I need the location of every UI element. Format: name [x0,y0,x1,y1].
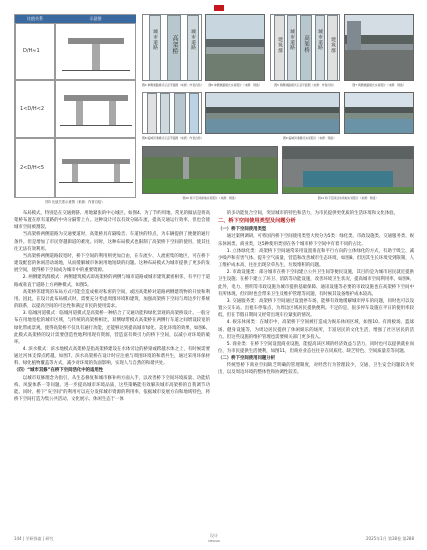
fig3-row-1-diagram [55,23,136,80]
fig4-caption: 图4 单侧道路模式示意平面图（来源：作者自绘） [142,83,204,87]
right-subheading: （一）桥下空间使用类型 [218,227,267,233]
fig6-photo [205,14,265,81]
fig8-band-1 [147,93,157,134]
left-para: 4. 滨水模式：滨水地模式高架桥是指高架桥建设在水体旁边的桥梁或跨越水体之上，有时候需要通过河体支撑点跨越，如图7。滨水高架桥在设计时应注重与周围环境的和谐共生，通过采用环保材料、绿化植物覆盖等方式，减少对环境的负面影响，实现人与自然的和谐共处。 [14,346,210,367]
fig8-band-3 [174,93,186,134]
left-section-heading: （四）“城市双修”在桥下空间活化中的适用性 [14,368,104,374]
right-para: 2. 市政设施类：部分城市在桥下空间建立公共卫生间等便民设施，其目的是为城市居民就近提供卫生设施；在桥下建立了环卫、消防等功能设施，改善环境卫生状况，提高城市空间利用率，如图9。此外，电力、照明等市政设施为城市提供基础保障、通讯设施等必要的市政设施也在高架桥下空间中有所体现。但同时也会带来卫生及维护管理等问题，有时候其设备维护成本较高。 [218,270,414,297]
figure-4 [142,14,202,81]
right-para: 传统型桥下商业空间缺乏明确的管理制度，对经营行为管理较少，交通、卫生安全问题较为突出，以及周边环境的整体性和协调性较差。 [218,363,414,376]
fig10-grass [143,179,277,193]
fig3-row-3-condition: 2<D/H<5 [20,165,45,171]
right-para: 的多功能复合空间，突显城市的特色和活力，为市民提供更优质的生活环境和文化体验。 [226,211,399,216]
left-para: 当高架桥两侧道路较宽时，桥下空间的利用则更加自由，在车流少、人流密集的地区，可在桥下建设配套的休闲活动场地，从而缓解城市休闲用地短缺的问题。这种布局模式为城市提供了更多的发展空间，使得桥下空间成为城市中的重要资源。 [14,253,210,274]
footer-right: 2025年1月 第38卷 第288 [366,536,414,541]
fig6-caption: 图6 单侧道路模式实景照片（来源：网络） [208,83,262,87]
fig3-row-2-condition: 1<D/H<2 [20,106,45,112]
fig9-photo-2 [344,92,414,134]
right-para: 4. 娱乐休闲类：在城市中，高架桥下空间被打造成为娱乐休闲区域，如图10。有滑板场、篮球场、健身设施等，为周边居民提供了休闲娱乐的场所，丰富居民的文化生活，增强了社区居民的活力。但这些设施的维护管理也需要相关部门更多投入。 [218,320,414,340]
right-para: 3. 交通服务类：高架桥下空间通过设置停车场，能够有效地缓解城市停车的问题，同时也可以设置公交车站、出租车停靠点，为周边区域居民提供便利。不足的是，很多停车设施在平日的使用率较低，但在节假日期间又经常出现车位紧张的情况。 [218,298,414,319]
fig3-pier [114,164,120,182]
page-header [14,4,414,14]
fig9-water [206,119,339,133]
fig6-ground [206,54,264,80]
fig5-label-5: 建筑群 [330,37,335,53]
fig9-water-2 [345,119,413,133]
fig8-band-4 [189,93,199,134]
left-para: 2. 两侧建筑群模式：两侧建筑模式即高架桥的两侧与城市道路或城市建筑紧密相邻，有平行于道路或垂直于道路上方两种模式，如图5。 [14,275,210,288]
fig5-caption: 图5 两侧道路模式示意平面图（来源：作者自绘） [274,83,336,87]
right-para: 1. 立体绿化类：高架桥下空间通常采用设置垂直和平行方向的立体绿化的方式，有助于吸尘、减少噪声和有害气体、提升空气质量，营造和改善城市生态环境，如图8、但因其生长环境受到限制，人工维护成本高，往往出现杂草丛生，垃圾堆积的问题。 [218,248,414,269]
fig9-viaduct [206,107,340,113]
figure-8 [142,92,202,134]
fig3-ground [60,125,132,126]
fig3-pier [109,101,116,125]
fig11-photo [282,146,414,194]
fig11-ground [283,187,413,193]
fig9-photo [205,92,340,134]
fig11-caption: 图11 桥下空间活动场地实景照片（来源：网络） [317,196,379,200]
left-para: 3. 临城河道模式：临城河道模式是高架桥一种结合了交通功能和绿化景观的高架桥设计。一般分布在用地宽松的城市区域，与传统的高架桥相比，双侧绿带模式高架桥在两侧行车道之间增设较宽的绿化带或景观，使得高架桥不仅具有通行功能，还能够达到提高城市绿化、美化环境的效果，如图6。此模式高架桥的设计需要创造性地利用现有资源，营造富有吸引力的桥下空间，以减小对环境的破坏。 [14,311,210,345]
left-para: 以城市双修理念为指引，从生态修复和城市修补两方面入手，以改善桥下空间环境质量、功能结构、风貌体系一等问题。进一步提高城市环境品质，这些策略能有效解决城市高架桥的自我调节功能。同时，桥下“灰空间”的利用可以充分发挥城市资源的利用率，依据城市发展方向和地域特色，将桥下空间打造为集公共活动、文化展示、休闲生态于一体 [14,375,210,403]
figure-3 [14,14,136,198]
fig3-row-2-diagram [55,80,136,138]
fig4-label-3: 城市道路 [190,29,195,51]
fig9-viaduct-2 [345,107,414,113]
right-h1: 二、桥下空间使用类型及问题分析 [218,218,296,225]
fig3-deck [64,95,128,101]
fig8-band-2 [160,93,170,134]
fig3-header-left: 比值关系 [15,15,55,23]
fig3-header-right: 示意图 [55,15,136,23]
fig3-row-3-diagram [55,138,136,198]
fig3-row-1-condition: D/H≈1 [23,48,40,54]
left-para: 当高架桥两侧道路为交通要道时，高架桥具有隔噪音、车道快的特点，为车辆提供了便捷的通行条件。但是增加了市民穿越街道的难度。同时，这种布局模式也限制了高架桥下空间的使用，使其往往无法有效利用。 [14,232,210,252]
fig7-caption: 图7 两侧道路模式实景照片（来源：网络） [352,83,406,87]
fig10-photo [142,146,278,194]
fig3-ground [62,70,130,71]
fig4-label-2: 高架桥 [171,35,178,55]
right-column [218,210,414,528]
fig6-viaduct [206,39,265,47]
header-color-mark [214,5,224,11]
fig11-underside [283,147,413,159]
right-para: 5. 商业类：在桥下空间设置商业设施，能提高该区域的经济效益与活力，同时也可以提供就业岗位，为市民提供生活便利，如图11，但商业业态往往存在同质化、缺乏特色、空间质量差等问题。 [218,341,414,354]
left-column [14,210,210,528]
fig3-caption: 图3 比值关系示意图（来源：作者自绘） [45,200,105,204]
fig3-pier [92,44,100,70]
footer-center [194,534,234,543]
fig7-photo [344,14,414,81]
fig4-label-1: 城市道路 [152,29,157,51]
fig10-underside [143,147,277,157]
right-subheading: （二）桥下空间使用问题分析 [218,356,276,362]
fig7-road [345,50,413,80]
fig5-label-3: 高架桥 [303,35,309,53]
page-footer [14,534,414,546]
fig8-caption: 图8 临城河道模式示意平面图（来源：作者自绘） [142,136,204,140]
fig5-label-2: 城市道路 [289,29,294,51]
fig3-ground [59,182,133,183]
fig10-caption: 图10 桥下空间绿地实景照片（来源：网络） [182,196,238,200]
fig3-pier [72,164,78,182]
footer-left: 144 | 学研探索 | 研究 [14,536,54,541]
fig5-label-4: 城市道路 [317,29,322,51]
footer-center-bottom: DESIGN [208,538,220,543]
fig9-caption: 图9 临城河道模式实景照片（来源：网络） [282,136,336,140]
figure-5 [270,14,340,81]
fig3-pier [76,101,83,125]
left-para: 高架桥邻建筑的布局方式可能会造成相对私密的空间，或因高架桥对道路两侧建筑物的开放和利用。因此，在设计此布局模式时，需要充分考虑周围环境和建筑，加强高架桥下空间与周边步行系统的联系，以提高空间的可达性和满足市民的使用需求。 [14,289,210,310]
fig5-label-1: 建筑群 [277,37,282,53]
footer-center-top: 设计 [210,533,218,538]
right-para: 通过案例调研，可将国内桥下空间使用类型大致分为5类：绿化类、市政设施类、交通服务类、娱乐休闲类、商业类，这5种使用类别在各个城市桥下空间中有着不同的占比。 [218,234,414,247]
left-para: 布局模式，特别是在交通拥挤、用地紧张的中心城区。如图4、为了节约用地，常见的做法是将高架桥布置在原有道路的中央分隔带上方。这种设计可以有效分隔车流，提高交通运行效率，但也会使城市空间被割裂。 [14,211,210,231]
